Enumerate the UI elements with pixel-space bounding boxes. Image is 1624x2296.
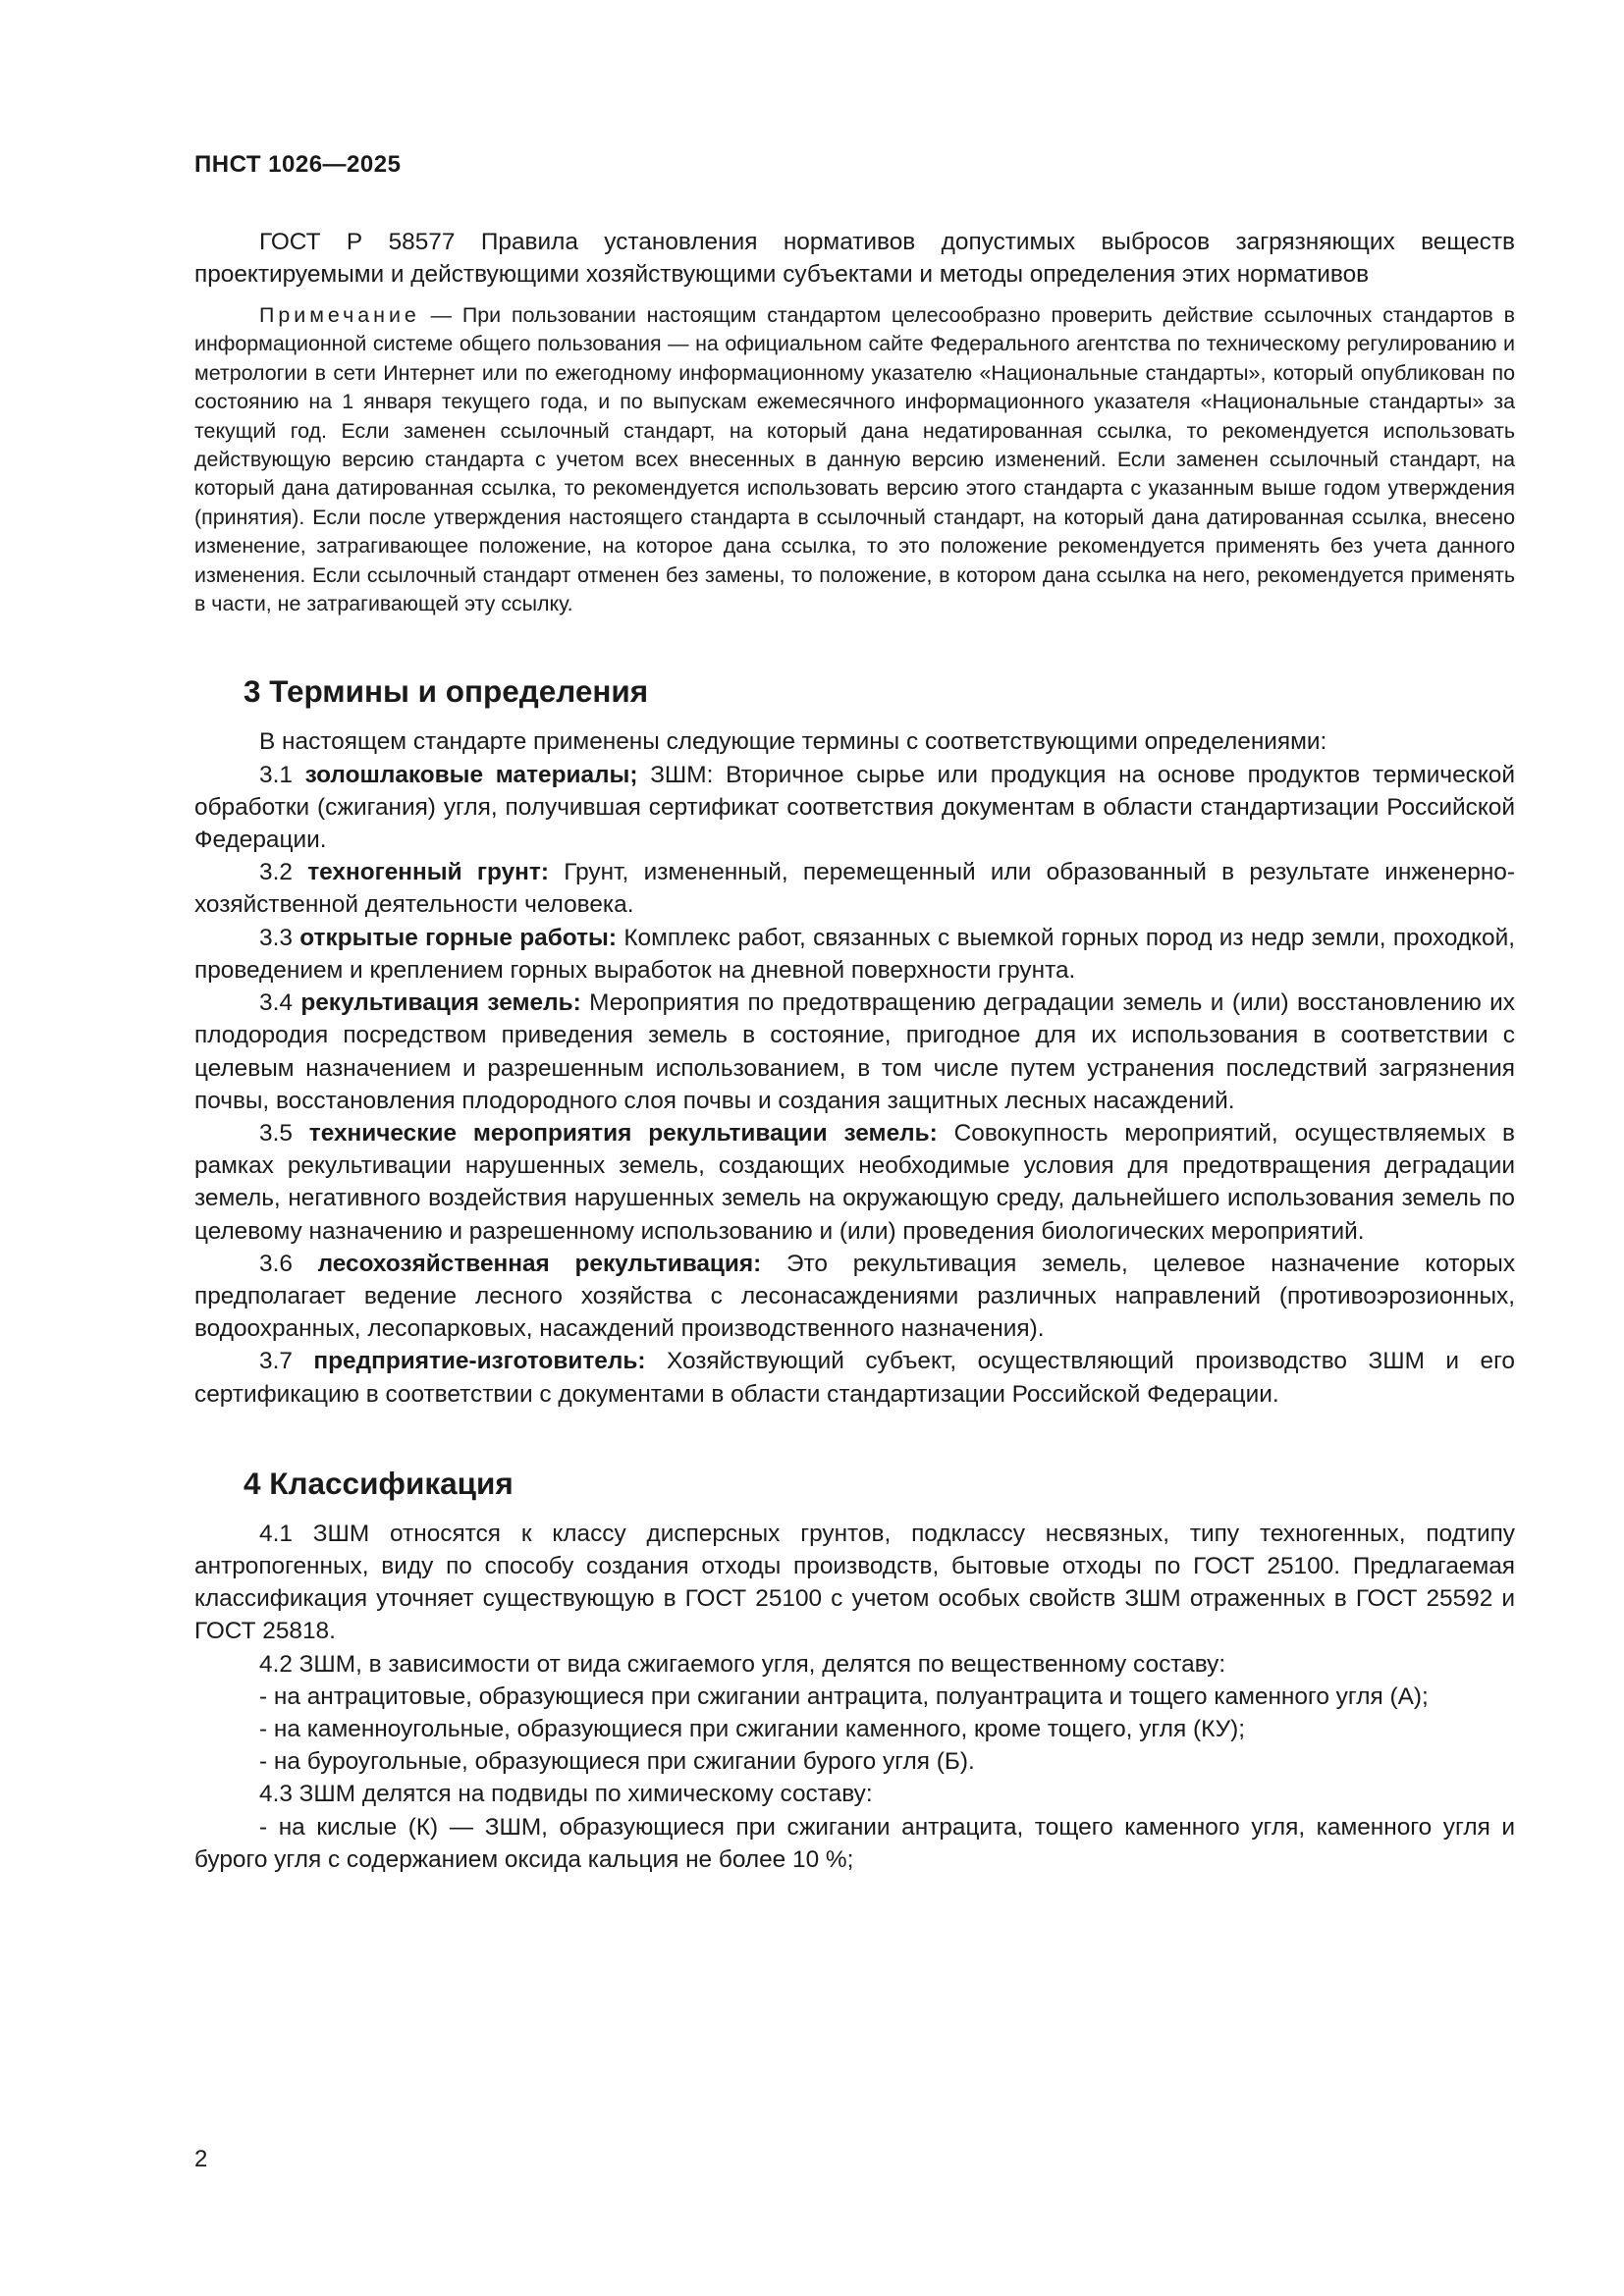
term-3-7 bbox=[194, 1345, 1515, 1410]
list-item: - на каменноугольные, образующиеся при сжигании каменного, кроме тощего, угля (КУ); bbox=[259, 1715, 1245, 1742]
term-definition: Это рекультивация земель, целевое назначение которых предполагает ведение лесного хозяйства с лесонасаждениями различных направлений (противоэрозионных, водоохранных, лесопарковых, насаждений производственного назначения). bbox=[194, 1250, 1516, 1343]
page-number: 2 bbox=[194, 2146, 208, 2172]
term-name: рекультивация земель: bbox=[300, 989, 581, 1017]
page-content bbox=[194, 226, 1515, 1876]
term-3-2 bbox=[194, 856, 1515, 921]
term-definition: Грунт, измененный, перемещенный или образованный в результате инженерно-хозяйственной деятельности человека. bbox=[194, 859, 1515, 919]
reference-entry: ГОСТ Р 58577 Правила установления нормативов допустимых выбросов загрязняющих веществ проектируемыми и действующими хозяйствующими субъектами и методы определения этих нормативов bbox=[194, 229, 1515, 288]
term-name: предприятие-изготовитель: bbox=[313, 1348, 646, 1375]
clause-4-1: 4.1 ЗШМ относятся к классу дисперсных грунтов, подклассу несвязных, типу техногенных, подтипу антропогенных, виду по способу создания отходы производств, бытовые отходы по ГОСТ 25100. Предлагаемая классификация уточняет существующую в ГОСТ 25100 с учетом особых свойств ЗШМ отраженных в ГОСТ 25592 и ГОСТ 25818. bbox=[194, 1520, 1515, 1645]
term-name: лесохозяйственная рекультивация: bbox=[317, 1250, 762, 1277]
note-label: Примечание bbox=[259, 303, 420, 327]
clause-4-3: 4.3 ЗШМ делятся на подвиды по химическому составу: bbox=[259, 1781, 873, 1808]
term-number: 3.4 bbox=[259, 989, 301, 1017]
note-text: — При пользовании настоящим стандартом целесообразно проверить действие ссылочных стандартов в информационной системе общего пользования — на официальном сайте Федерального агентства по техническому регулированию и метрологии в сети Интернет или по ежегодному информационному указателю «Национальные стандарты», который опубликован по состоянию на 1 января текущего года, и по выпускам ежемесячного информационного указателя «Национальные стандарты» за текущий год. Если заменен ссылочный стандарт, на который дана недатированная ссылка, то рекомендуется использовать действующую версию стандарта с учетом всех внесенных в данную версию изменений. Если заменен ссылочный стандарт, на который дана датированная ссылка, то рекомендуется использовать версию этого стандарта с указанным выше годом утверждения (принятия). Если после утверждения настоящего стандарта в ссылочный стандарт, на который дана датированная ссылка, внесено изменение, затрагивающее положение, на которое дана ссылка, то это положение рекомендуется применять без учета данного изменения. Если ссылочный стандарт отменен без замены, то положение, в котором дана ссылка на него, рекомендуется применять в части, не затрагивающей эту ссылку. bbox=[194, 303, 1515, 616]
section-3-title: 3 Термины и определения bbox=[244, 673, 649, 710]
term-3-4 bbox=[194, 987, 1515, 1117]
term-3-6 bbox=[194, 1248, 1515, 1346]
section-3-intro: В настоящем стандарте применены следующие термины с соответствующими определениями: bbox=[259, 728, 1327, 756]
clause-4-2: 4.2 ЗШМ, в зависимости от вида сжигаемого угля, делятся по вещественному составу: bbox=[259, 1650, 1226, 1678]
section-4-title: 4 Классификация bbox=[244, 1465, 514, 1501]
term-number: 3.2 bbox=[259, 859, 308, 886]
term-3-5 bbox=[194, 1117, 1515, 1248]
term-number: 3.3 bbox=[259, 924, 300, 951]
term-definition: Мероприятия по предотвращению деградации земель и (или) восстановлению их плодородия посредством приведения земель в состояние, пригодное для их использования в соответствии с целевым назначением и разрешенным использованием, в том числе путем устранения последствий загрязнения почвы, восстановления плодородного слоя почвы и создания защитных лесных насаждений. bbox=[194, 989, 1515, 1114]
list-item: - на буроугольные, образующиеся при сжигании бурого угля (Б). bbox=[259, 1748, 975, 1776]
term-name: техногенный грунт: bbox=[307, 859, 549, 886]
term-number: 3.7 bbox=[259, 1348, 314, 1375]
term-number: 3.1 bbox=[259, 761, 305, 788]
term-definition: Совокупность мероприятий, осуществляемых в рамках рекультивации нарушенных земель, создающих необходимые условия для предотвращения деградации земель, негативного воздействия нарушенных земель на окружающую среду, дальнейшего использования земель по целевому назначению и разрешенному использованию и (или) проведения биологических мероприятий. bbox=[194, 1119, 1515, 1245]
term-3-3 bbox=[194, 922, 1515, 987]
term-name: технические мероприятия рекультивации земель: bbox=[308, 1119, 938, 1147]
term-definition: Хозяйствующий субъект, осуществляющий производство ЗШМ и его сертификацию в соответствии с документами в области стандартизации Российской Федерации. bbox=[194, 1348, 1515, 1408]
document-code-header: ПНСТ 1026—2025 bbox=[194, 151, 402, 178]
term-3-1 bbox=[194, 759, 1515, 857]
list-item: - на кислые (К) — ЗШМ, образующиеся при сжигании антрацита, тощего каменного угля, каменного угля и бурого угля с содержанием оксида кальция не более 10 %; bbox=[194, 1813, 1515, 1873]
list-item: - на антрацитовые, образующиеся при сжигании антрацита, полуантрацита и тощего каменного угля (А); bbox=[259, 1682, 1429, 1710]
term-number: 3.6 bbox=[259, 1250, 318, 1277]
term-name: золошлаковые материалы; bbox=[304, 761, 638, 788]
term-number: 3.5 bbox=[259, 1119, 309, 1147]
term-definition: ЗШМ: Вторичное сырье или продукция на основе продуктов термической обработки (сжигания) угля, получившая сертификат соответствия документам в области стандартизации Российской Федерации. bbox=[194, 761, 1515, 854]
term-definition: Комплекс работ, связанных с выемкой горных пород из недр земли, проходкой, проведением и креплением горных выработок на дневной поверхности грунта. bbox=[194, 924, 1515, 984]
reference-note bbox=[194, 301, 1515, 618]
term-name: открытые горные работы: bbox=[299, 924, 617, 951]
